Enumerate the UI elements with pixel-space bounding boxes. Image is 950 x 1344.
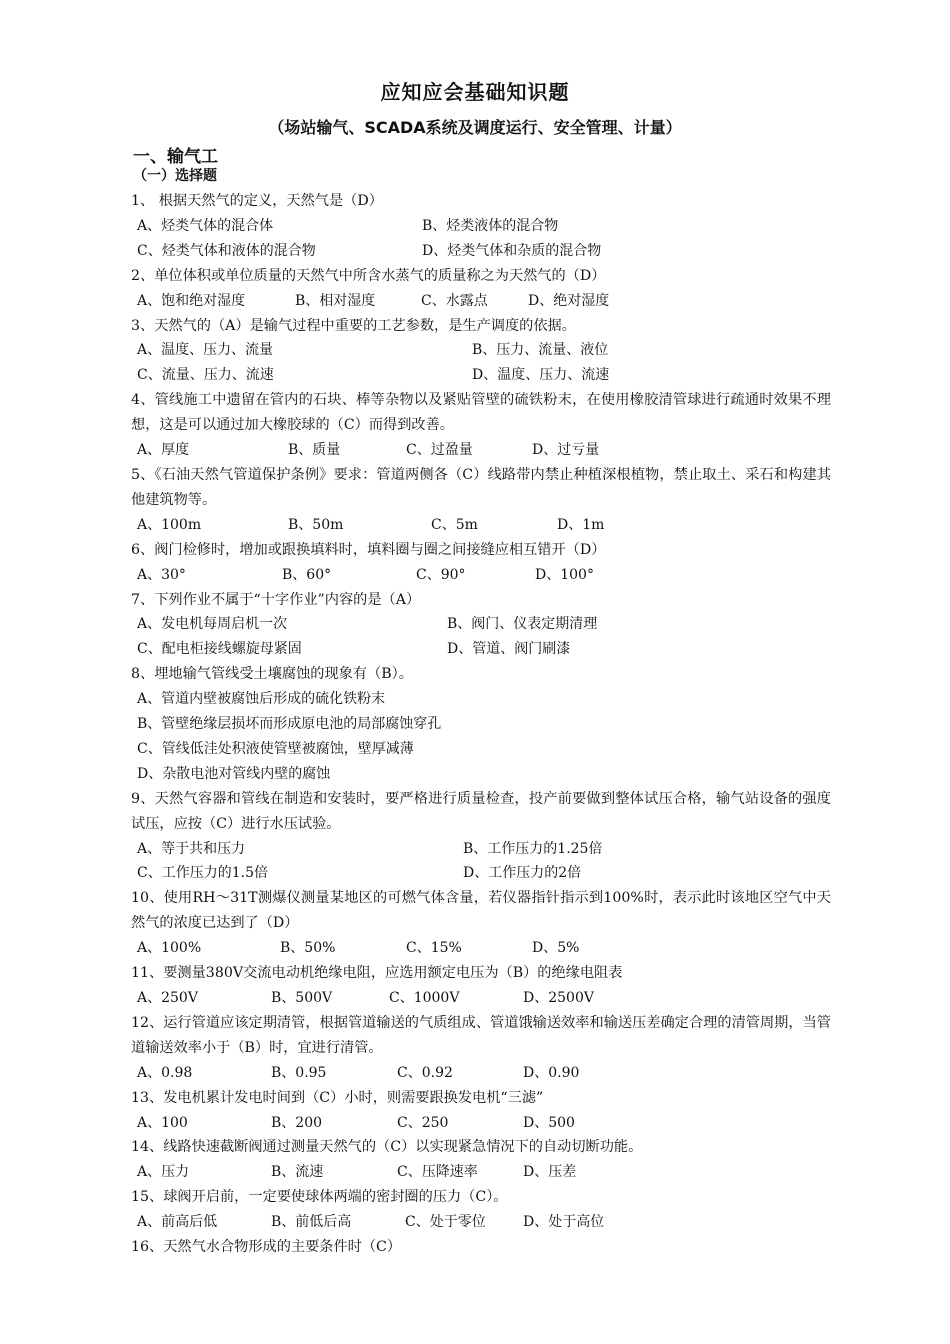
option: D、温度、压力、流速 [472,367,610,384]
option-row [131,289,831,314]
option: A、0.98 [137,1064,193,1081]
option: D、1m [557,516,605,533]
option: A、温度、压力、流量 [137,342,274,359]
option: D、5% [532,940,580,957]
option-row [131,986,831,1011]
option: B、相对湿度 [295,292,376,309]
option-row [131,239,831,264]
question-text: 6、阀门检修时，增加或跟换填料时，填料圈与圈之间接缝应相互错开（D） [131,541,606,558]
option-row [131,513,831,538]
option-row [131,837,831,862]
option-row [131,1061,831,1086]
option: D、杂散电池对管线内壁的腐蚀 [137,765,331,782]
option: B、阀门、仪表定期清理 [447,616,598,633]
option: B、压力、流量、液位 [472,342,609,359]
option: C、配电柜接线螺旋母紧固 [137,641,302,658]
option: D、100° [535,566,594,583]
option: A、烃类气体的混合体 [137,217,274,234]
option: B、工作压力的1.25倍 [463,840,603,857]
option: D、2500V [523,990,594,1006]
option: D、绝对湿度 [528,292,610,309]
option: B、50% [280,940,336,957]
option: D、压差 [523,1164,577,1181]
option: C、水露点 [421,292,488,309]
option: C、管线低洼处积液使管壁被腐蚀，壁厚减薄 [137,740,414,757]
question-text: 5、《石油天然气管道保护条例》要求：管道两侧各（C）线路带内禁止种植深根植物，禁止取土、采石和构建其他建筑物等。 [131,466,831,508]
question-text: 10、使用RH～31T测爆仪测量某地区的可燃气体含量，若仪器指针指示到100%时，表示此时该地区空气中天然气的浓度已达到了（D） [131,890,831,932]
page-title: 应知应会基础知识题 [380,80,570,104]
option: B、管壁绝缘层损坏而形成原电池的局部腐蚀穿孔 [137,716,442,733]
option-row [131,1210,831,1235]
option: A、压力 [137,1164,190,1181]
option: C、流量、压力、流速 [137,367,274,384]
option: D、处于高位 [523,1214,605,1231]
option-row [131,861,831,886]
option: B、500V [271,990,333,1006]
option: C、过盈量 [406,442,473,459]
option: D、烃类气体和杂质的混合物 [422,242,602,259]
option: B、流速 [271,1164,324,1181]
option: B、50m [288,516,344,533]
option: D、0.90 [523,1064,580,1081]
question-text: 16、天然气水合物形成的主要条件时（C） [131,1239,402,1256]
question-text: 7、下列作业不属于“十字作业”内容的是（A） [131,591,421,608]
option-row [131,214,831,239]
option: B、200 [271,1114,323,1131]
option: B、60° [282,566,332,583]
option-row [131,438,831,463]
option: A、前高后低 [137,1214,218,1231]
option: C、处于零位 [405,1214,486,1231]
question-list [131,189,831,1260]
option-row [131,338,831,363]
option: B、0.95 [271,1064,327,1081]
question-text: 4、管线施工中遗留在管内的石块、棒等杂物以及紧贴管壁的硫铁粉末，在使用橡胶清管球进行疏通时效果不理想，这是可以通过加大橡胶球的（C）而得到改善。 [131,392,831,434]
option: C、0.92 [397,1064,453,1081]
option: D、过亏量 [532,442,600,459]
subsection-heading: （一）选择题 [133,168,217,184]
option: A、等于共和压力 [137,840,246,857]
option: C、5m [431,516,478,533]
option-row [131,612,831,637]
option: D、500 [523,1114,575,1131]
option-row [131,363,831,388]
option: A、100% [137,940,202,957]
option: A、250V [137,990,198,1006]
option: A、100 [137,1114,188,1131]
option-row [131,563,831,588]
option: C、压降速率 [397,1164,478,1181]
question-text: 3、天然气的（A）是输气过程中重要的工艺参数，是生产调度的依据。 [131,317,576,334]
option: C、90° [416,566,466,583]
option: C、15% [406,940,462,957]
option-row [131,1111,831,1136]
option: D、工作压力的2倍 [463,865,582,882]
question-text: 13、发电机累计发电时间到（C）小时，则需要跟换发电机“三滤” [131,1089,544,1106]
page-subtitle: （场站输气、SCADA系统及调度运行、安全管理、计量） [268,118,682,137]
question-text: 11、要测量380V交流电动机绝缘电阻，应选用额定电压为（B）的绝缘电阻表 [131,965,623,982]
option: A、饱和绝对湿度 [137,292,246,309]
option: C、烃类气体和液体的混合物 [137,242,316,259]
option-row [131,1160,831,1185]
option: B、质量 [288,442,341,459]
option: A、100m [137,516,202,533]
question-text: 12、运行管道应该定期清管，根据管道输送的气质组成、管道饿输送效率和输送压差确定合理的清管周期，当管道输送效率小于（B）时，宜进行清管。 [131,1014,831,1056]
option: C、工作压力的1.5倍 [137,865,268,882]
option: B、烃类液体的混合物 [422,217,559,234]
question-text: 8、埋地输气管线受土壤腐蚀的现象有（B）。 [131,666,413,683]
option: D、管道、阀门刷漆 [447,641,571,658]
question-text: 15、球阀开启前，一定要使球体两端的密封圈的压力（C）。 [131,1189,508,1206]
option: A、管道内壁被腐蚀后形成的硫化铁粉末 [137,691,386,708]
option-row [131,637,831,662]
option: B、前低后高 [271,1214,352,1231]
question-text: 1、 根据天然气的定义，天然气是（D） [131,193,383,209]
option-row [131,936,831,961]
question-text: 9、天然气容器和管线在制造和安装时，要严格进行质量检查，投产前要做到整体试压合格，输气站设备的强度试压，应按（C）进行水压试验。 [131,790,831,832]
option: A、厚度 [137,442,190,459]
option: C、250 [397,1114,449,1131]
question-text: 2、单位体积或单位质量的天然气中所含水蒸气的质量称之为天然气的（D） [131,267,606,284]
option: C、1000V [389,990,460,1006]
option: A、30° [137,566,186,583]
question-text: 14、线路快速截断阀通过测量天然气的（C）以实现紧急情况下的自动切断功能。 [131,1139,643,1156]
option: A、发电机每周启机一次 [137,616,288,633]
section-heading: 一、输气工 [133,147,218,167]
